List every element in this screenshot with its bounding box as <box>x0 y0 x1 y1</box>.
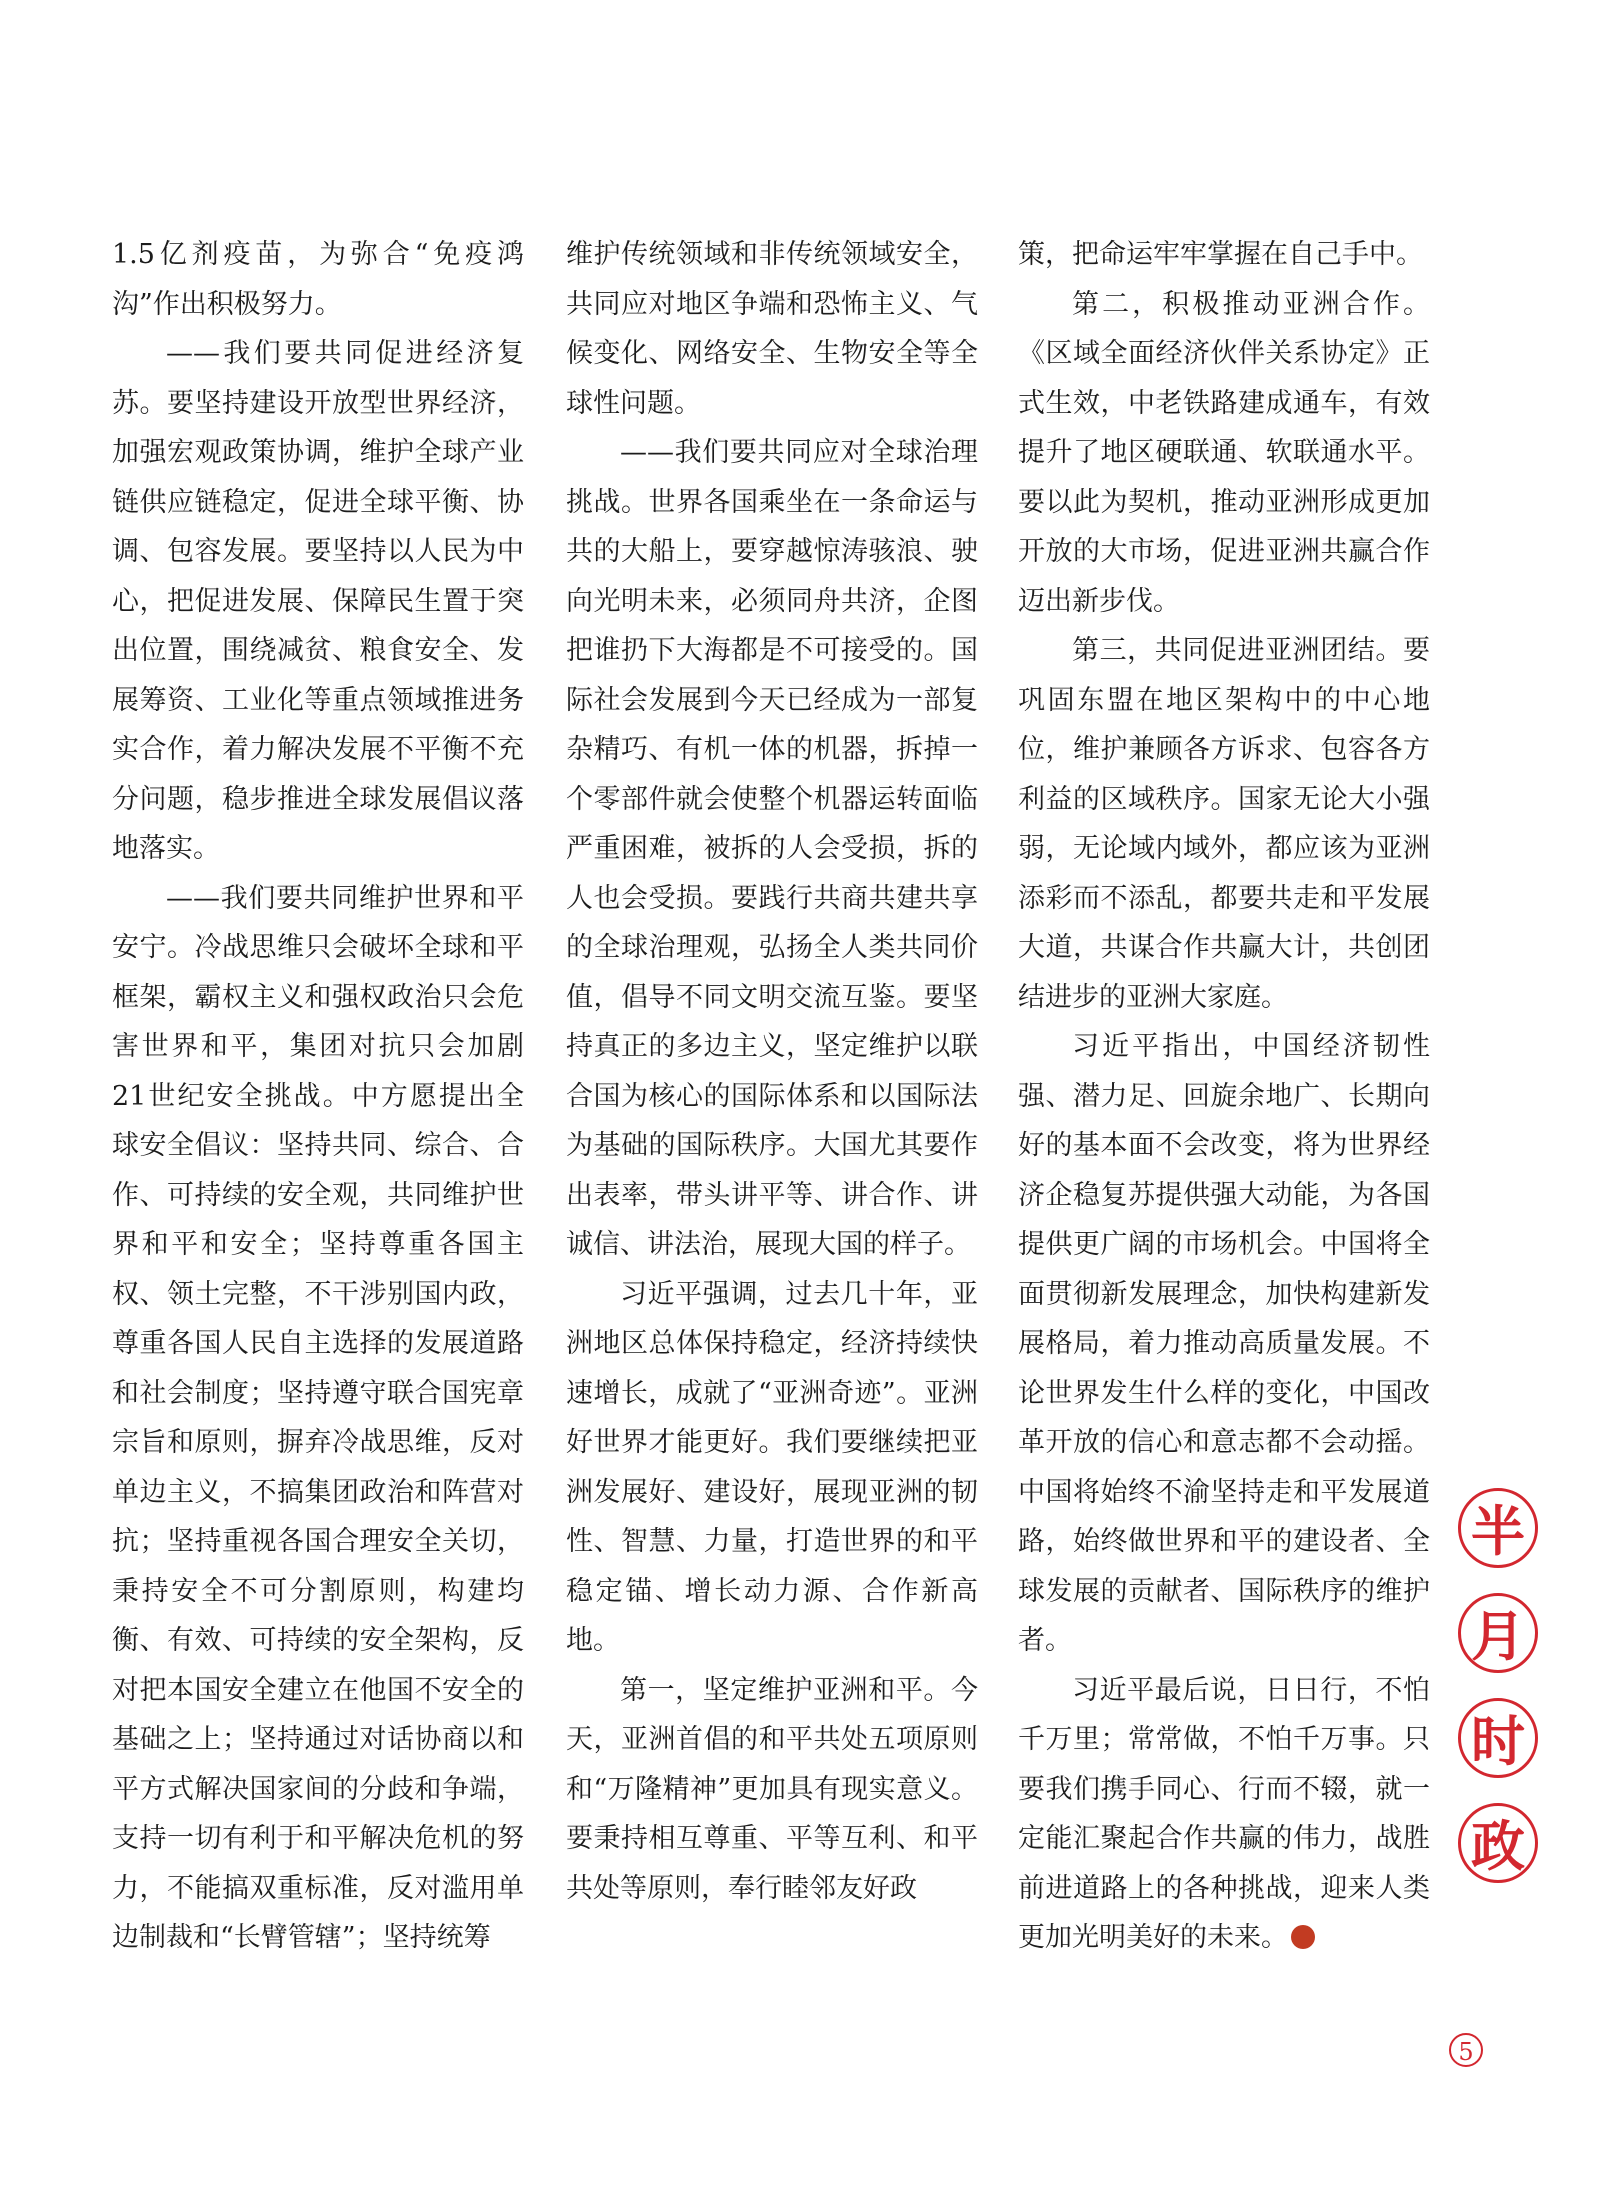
section-badge-char: 月 <box>1458 1593 1538 1673</box>
paragraph <box>1018 1022 1430 1666</box>
paragraph-text: 维护传统领域和非传统领域安全，共同应对地区争端和恐怖主义、气候变化、网络安全、生物安全等全球性问题。 <box>566 239 978 419</box>
paragraph-text: 习近平指出，中国经济韧性强、潜力足、回旋余地广、长期向好的基本面不会改变，将为世界经济企稳复苏提供强大动能，为各国提供更广阔的市场机会。中国将全面贯彻新发展理念，加快构建新发展格局，着力推动高质量发展。不论世界发生什么样的变化，中国改革开放的信心和意志都不会动摇。中国将始终不渝坚持走和平发展道路，始终做世界和平的建设者、全球发展的贡献者、国际秩序的维护者。 <box>1018 1031 1430 1656</box>
paragraph <box>1018 626 1430 1022</box>
paragraph <box>1018 1666 1430 1963</box>
paragraph <box>566 1666 978 1914</box>
paragraph-text: 习近平强调，过去几十年，亚洲地区总体保持稳定，经济持续快速增长，成就了“亚洲奇迹”。亚洲好世界才能更好。我们要继续把亚洲发展好、建设好，展现亚洲的韧性、智慧、力量，打造世界的和平稳定锚、增长动力源、合作新高地。 <box>566 1278 978 1656</box>
end-mark-icon <box>1291 1925 1315 1949</box>
paragraph-text: ——我们要共同应对全球治理挑战。世界各国乘坐在一条命运与共的大船上，要穿越惊涛骇浪、驶向光明未来，必须同舟共济，企图把谁扔下大海都是不可接受的。国际社会发展到今天已经成为一部复杂精巧、有机一体的机器，拆掉一个零部件就会使整个机器运转面临严重困难，被拆的人会受损，拆的人也会受损。要践行共商共建共享的全球治理观，弘扬全人类共同价值，倡导不同文明交流互鉴。要坚持真正的多边主义，坚定维护以联合国为核心的国际体系和以国际法为基础的国际秩序。大国尤其要作出表率，带头讲平等、讲合作、讲诚信、讲法治，展现大国的样子。 <box>566 437 978 1260</box>
section-badge-char: 时 <box>1458 1698 1538 1778</box>
paragraph <box>566 230 978 428</box>
page-number: 5 <box>1449 2033 1483 2067</box>
paragraph <box>112 329 524 874</box>
paragraph-text: 第二，积极推动亚洲合作。《区域全面经济伙伴关系协定》正式生效，中老铁路建成通车，有效提升了地区硬联通、软联通水平。要以此为契机，推动亚洲形成更加开放的大市场，促进亚洲共赢合作迈出新步伐。 <box>1018 288 1430 617</box>
article-column-1 <box>112 230 524 1963</box>
paragraph <box>1018 280 1430 627</box>
paragraph <box>566 428 978 1270</box>
paragraph-text: 策，把命运牢牢掌握在自己手中。 <box>1018 239 1423 270</box>
paragraph <box>112 874 524 1963</box>
paragraph-text: 第三，共同促进亚洲团结。要巩固东盟在地区架构中的中心地位，维护兼顾各方诉求、包容各方利益的区域秩序。国家无论大小强弱，无论域内域外，都应该为亚洲添彩而不添乱，都要共走和平发展大道，共谋合作共赢大计，共创团结进步的亚洲大家庭。 <box>1018 635 1430 1013</box>
paragraph-text: ——我们要共同维护世界和平安宁。冷战思维只会破坏全球和平框架，霸权主义和强权政治只会危害世界和平，集团对抗只会加剧21世纪安全挑战。中方愿提出全球安全倡议：坚持共同、综合、合作、可持续的安全观，共同维护世界和平和安全；坚持尊重各国主权、领土完整，不干涉别国内政，尊重各国人民自主选择的发展道路和社会制度；坚持遵守联合国宪章宗旨和原则，摒弃冷战思维，反对单边主义，不搞集团政治和阵营对抗；坚持重视各国合理安全关切，秉持安全不可分割原则，构建均衡、有效、可持续的安全架构，反对把本国安全建立在他国不安全的基础之上；坚持通过对话协商以和平方式解决国家间的分歧和争端，支持一切有利于和平解决危机的努力，不能搞双重标准，反对滥用单边制裁和“长臂管辖”；坚持统筹 <box>112 882 524 1953</box>
article-column-2 <box>566 230 978 1913</box>
article-column-3 <box>1018 230 1430 1963</box>
section-badge-char: 政 <box>1458 1803 1538 1883</box>
paragraph <box>566 1270 978 1666</box>
paragraph-text: ——我们要共同促进经济复苏。要坚持建设开放型世界经济，加强宏观政策协调，维护全球产业链供应链稳定，促进全球平衡、协调、包容发展。要坚持以人民为中心，把促进发展、保障民生置于突出位置，围绕减贫、粮食安全、发展筹资、工业化等重点领域推进务实合作，着力解决发展不平衡不充分问题，稳步推进全球发展倡议落地落实。 <box>112 338 524 864</box>
paragraph <box>112 230 524 329</box>
paragraph-text: 1.5亿剂疫苗，为弥合“免疫鸿沟”作出积极努力。 <box>112 239 524 320</box>
paragraph <box>1018 230 1430 280</box>
section-badge-char: 半 <box>1458 1488 1538 1568</box>
paragraph-text: 习近平最后说，日日行，不怕千万里；常常做，不怕千万事。只要我们携手同心、行而不辍，就一定能汇聚起合作共赢的伟力，战胜前进道路上的各种挑战，迎来人类更加光明美好的未来。 <box>1018 1674 1430 1953</box>
paragraph-text: 第一，坚定维护亚洲和平。今天，亚洲首倡的和平共处五项原则和“万隆精神”更加具有现实意义。要秉持相互尊重、平等互利、和平共处等原则，奉行睦邻友好政 <box>566 1674 978 1904</box>
